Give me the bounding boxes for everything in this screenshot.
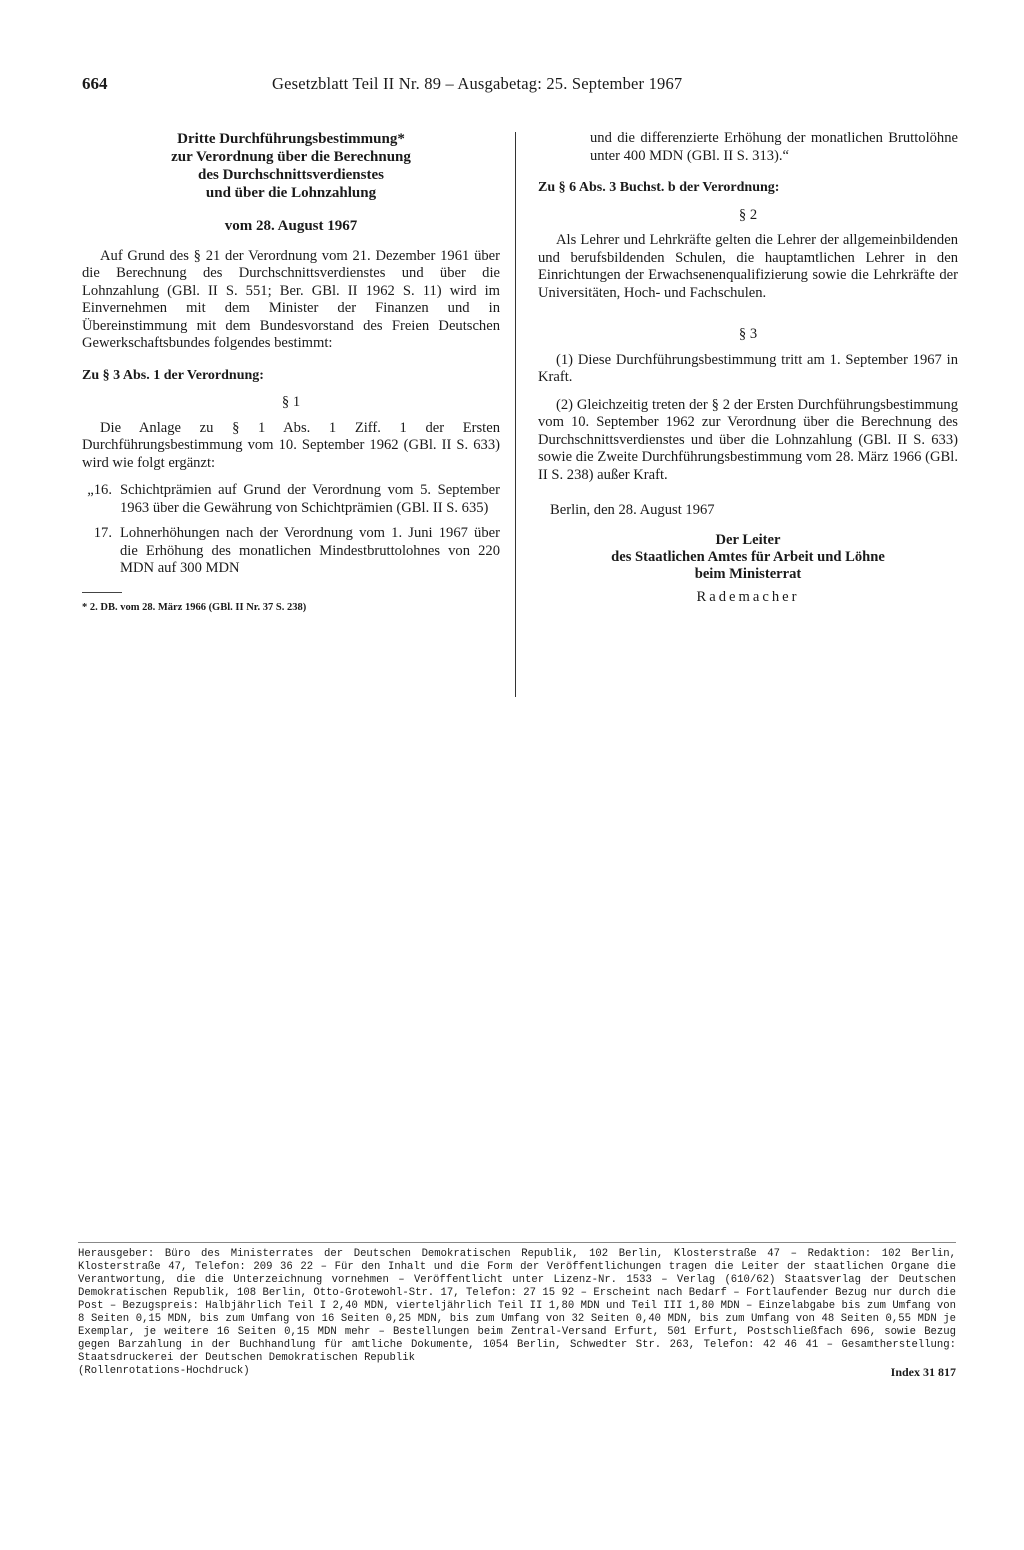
continuation-text: und die differenzierte Erhöhung der monatlichen Bruttolöhne unter 400 MDN (GBl. II S. 313).“	[590, 130, 958, 164]
section-1-heading: § 1	[281, 394, 301, 410]
title-line: zur Verordnung über die Berechnung	[171, 149, 411, 165]
right-column	[538, 130, 958, 606]
section-3-paragraph-2: (2) Gleichzeitig treten der § 2 der Ersten Durchführungsbestimmung vom 10. September 1962 zur Verordnung über die Berechnung des Durchschnittsverdienstes und über die Lohnzahlung (GBl. II S. 633) sowie die Zweite Durchführungsbestimmung vom 28. März 1966 (GBl. II S. 238) außer Kraft.	[538, 396, 958, 483]
signatory-line: Der Leiter	[715, 531, 781, 548]
imprint-last-line	[78, 1365, 956, 1377]
section-2-text: Als Lehrer und Lehrkräfte gelten die Lehrer der allgemeinbildenden und berufsbildenden Schulen, die hauptamtlichen Lehrer in den Einrichtungen der Erwachsenenqualifizierung sowie die Lehrkräfte der Universitäten, Hoch- und Fachschulen.	[538, 232, 958, 301]
section-3-heading: § 3	[738, 326, 758, 342]
section-1-text: Die Anlage zu § 1 Abs. 1 Ziff. 1 der Ersten Durchführungsbestimmung vom 10. September 1962 (GBl. II S. 633) wird wie folgt ergänzt:	[82, 419, 500, 471]
title-date: vom 28. August 1967	[224, 218, 358, 234]
index-number: Index 31 817	[890, 1365, 956, 1379]
left-column	[82, 130, 500, 616]
page-number: 664	[82, 74, 108, 93]
title-line: und über die Lohnzahlung	[205, 185, 377, 201]
intro-paragraph: Auf Grund des § 21 der Verordnung vom 21. Dezember 1961 über die Berechnung des Durchschnittsverdienstes und über die Lohnzahlung (GBl. II S. 551; Ber. GBl. II 1962 S. 11) wird im Einvernehmen mit dem Minister der Finanzen und in Übereinstimmung mit dem Bundesvorstand des Freien Deutschen Gewerkschaftsbundes folgendes bestimmt:	[82, 247, 500, 351]
imprint-rule	[78, 1242, 956, 1243]
title-line: des Durchschnittsverdienstes	[198, 167, 384, 183]
print-method: (Rollenrotations-Hochdruck)	[78, 1365, 250, 1377]
section-3-paragraph-1: (1) Diese Durchführungsbestimmung tritt am 1. September 1967 in Kraft.	[538, 351, 958, 385]
footnote-rule	[82, 592, 122, 593]
list-number: „16.	[87, 482, 112, 498]
page-header	[82, 74, 962, 98]
section-2-heading: § 2	[738, 206, 758, 223]
list-number: 17.	[93, 525, 112, 541]
heading-zu-6: Zu § 6 Abs. 3 Buchst. b der Verordnung:	[538, 180, 780, 195]
footnote: * 2. DB. vom 28. März 1966 (GBl. II Nr. 37 S. 238)	[82, 601, 307, 613]
list-item	[82, 482, 500, 517]
imprint-text: Herausgeber: Büro des Ministerrates der Deutschen Demokratischen Republik, 102 Berlin, Klosterstraße 47 – Redaktion: 102 Berlin, Klosterstraße 47, Telefon: 209 36 22 – Für den Inhalt und die Form der Veröffentlichungen tragen die Leiter der staatlichen Organe die Verantwortung, die die Unterzeichnung vornehmen – Veröffentlicht unter Lizenz-Nr. 1533 – Verlag (610/62) Staatsverlag der Deutschen Demokratischen Republik, 108 Berlin, Otto-Grotewohl-Str. 17, Telefon: 27 15 92 – Erscheint nach Bedarf – Fortlaufender Bezug nur durch die Post – Bezugspreis: Halbjährlich Teil I 2,40 MDN, vierteljährlich Teil II 1,80 MDN und Teil III 1,80 MDN – Einzelabgabe bis zum Umfang von 8 Seiten 0,15 MDN, bis zum Umfang von 16 Seiten 0,25 MDN, bis zum Umfang von 32 Seiten 0,40 MDN, bis zum Umfang von 48 Seiten 0,55 MDN je Exemplar, je weitere 16 Seiten 0,15 MDN mehr – Bestellungen beim Zentral-Versand Erfurt, 501 Erfurt, Postschließfach 696, sowie Bezug gegen Barzahlung in der Buchhandlung für amtliche Dokumente, 1054 Berlin, Schwedter Str. 263, Telefon: 42 46 41 – Gesamtherstellung: Staatsdruckerei der Deutschen Demokratischen Republik	[78, 1248, 956, 1364]
running-head: Gesetzblatt Teil II Nr. 89 – Ausgabetag: 25. September 1967	[272, 74, 683, 93]
place-date: Berlin, den 28. August 1967	[550, 502, 715, 518]
heading-zu-3: Zu § 3 Abs. 1 der Verordnung:	[82, 367, 264, 383]
list-item	[82, 525, 500, 578]
column-divider	[515, 132, 516, 697]
signatory-line: beim Ministerrat	[694, 565, 802, 582]
list-text: Lohnerhöhungen nach der Verordnung vom 1. Juni 1967 über die Erhöhung des monatlichen Mindestbruttolohnes von 220 MDN auf 300 MDN	[120, 525, 500, 576]
signatory-line: des Staatlichen Amtes für Arbeit und Löhne	[611, 548, 885, 565]
list-text: Schichtprämien auf Grund der Verordnung vom 5. September 1963 über die Gewährung von Schichtprämien (GBl. II S. 635)	[120, 482, 500, 516]
signer-name: Rademacher	[696, 588, 800, 605]
title-line: Dritte Durchführungsbestimmung*	[177, 131, 405, 147]
